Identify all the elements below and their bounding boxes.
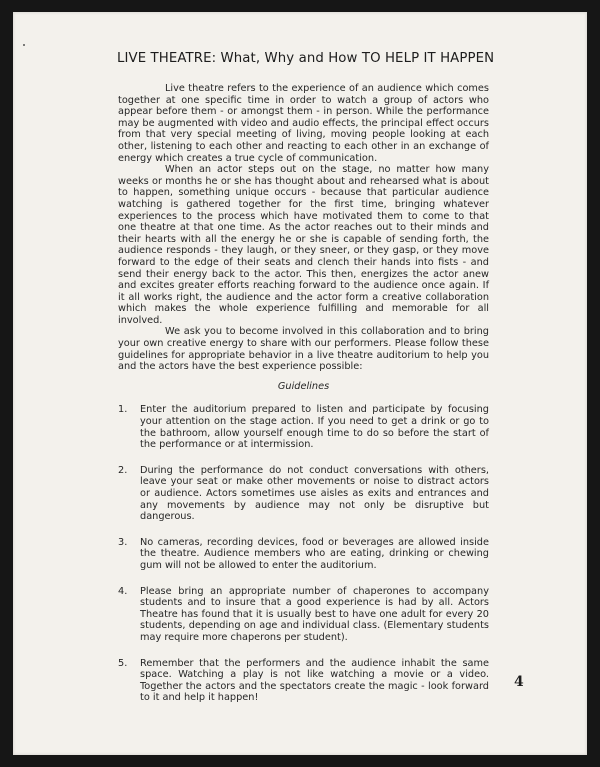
guideline-number: 1. [118, 404, 128, 416]
guideline-item [118, 586, 489, 644]
guideline-text: During the performance do not conduct conversations with others, leave your seat or make other movements or noise to distract actors or audience. Actors sometimes use aisles as exits and entrances and any movements by audience may not only be disruptive but dangerous. [140, 464, 489, 523]
page-title: LIVE THEATRE: What, Why and How TO HELP IT HAPPEN [117, 51, 495, 66]
guideline-item [118, 465, 489, 523]
intro-paragraph-3: We ask you to become involved in this collaboration and to bring your own creative energy to share with our performers. Please follow these guidelines for appropriate behavior in a live theatre auditorium to help you and the actors have the best experience possible: [118, 326, 489, 373]
intro-paragraph-2: When an actor steps out on the stage, no matter how many weeks or months he or she has thought about and rehearsed what is about to happen, something unique occurs - because that particular audience watching is gathered together for the first time, bringing whatever experiences to the process which have motivated them to come to that one theatre at that one time. As the actor reaches out to their minds and their hearts with all the energy he or she is capable of sending forth, the audience responds - they laugh, or they sneer, or they gasp, or they move forward to the edge of their seats and clench their hands into fists - and send their energy back to the actor. This then, energizes the actor anew and excites greater efforts reaching forward to the audience once again. If it all works right, the audience and the actor form a creative collaboration which makes the whole experience fulfilling and memorable for all involved. [118, 164, 489, 326]
guideline-item [118, 658, 489, 704]
guideline-number: 2. [118, 464, 128, 476]
guidelines-heading: Guidelines [277, 380, 330, 392]
guideline-text: Please bring an appropriate number of chaperones to accompany students and to insure that a good experience is had by all. Actors Theatre has found that it is usually best to have one adult for every 20 students, depending on age and individual class. (Elementary students may require more chaperons per student). [140, 585, 489, 643]
page-number: 4 [514, 674, 524, 690]
guideline-number: 3. [118, 536, 128, 548]
document-body [118, 83, 489, 718]
guideline-text: Enter the auditorium prepared to listen and participate by focusing your attention on the stage action. If you need to get a drink or go to the bathroom, allow yourself enough time to do so before the start of the performance or at intermission. [140, 404, 489, 451]
guideline-item [118, 404, 489, 450]
guidelines-list [118, 404, 489, 703]
guideline-text: No cameras, recording devices, food or beverages are allowed inside the theatre. Audience members who are eating, drinking or chewing gum will not be allowed to enter the auditorium. [140, 536, 489, 571]
paper-speck [23, 44, 25, 46]
guideline-number: 4. [118, 585, 128, 597]
guideline-item [118, 537, 489, 572]
document-page [13, 12, 587, 755]
intro-paragraph-1: Live theatre refers to the experience of an audience which comes together at one specific time in order to watch a group of actors who appear before them - or amongst them - in person. While the performance may be augmented with video and audio effects, the principal effect occurs from that very special meeting of living, moving people looking at each other, listening to each other and reacting to each other in an exchange of energy which creates a true cycle of communication. [118, 83, 489, 164]
guideline-text: Remember that the performers and the audience inhabit the same space. Watching a play is not like watching a movie or a video. Together the actors and the spectators create the magic - look forward to it and help it happen! [140, 657, 489, 704]
guideline-number: 5. [118, 657, 128, 669]
